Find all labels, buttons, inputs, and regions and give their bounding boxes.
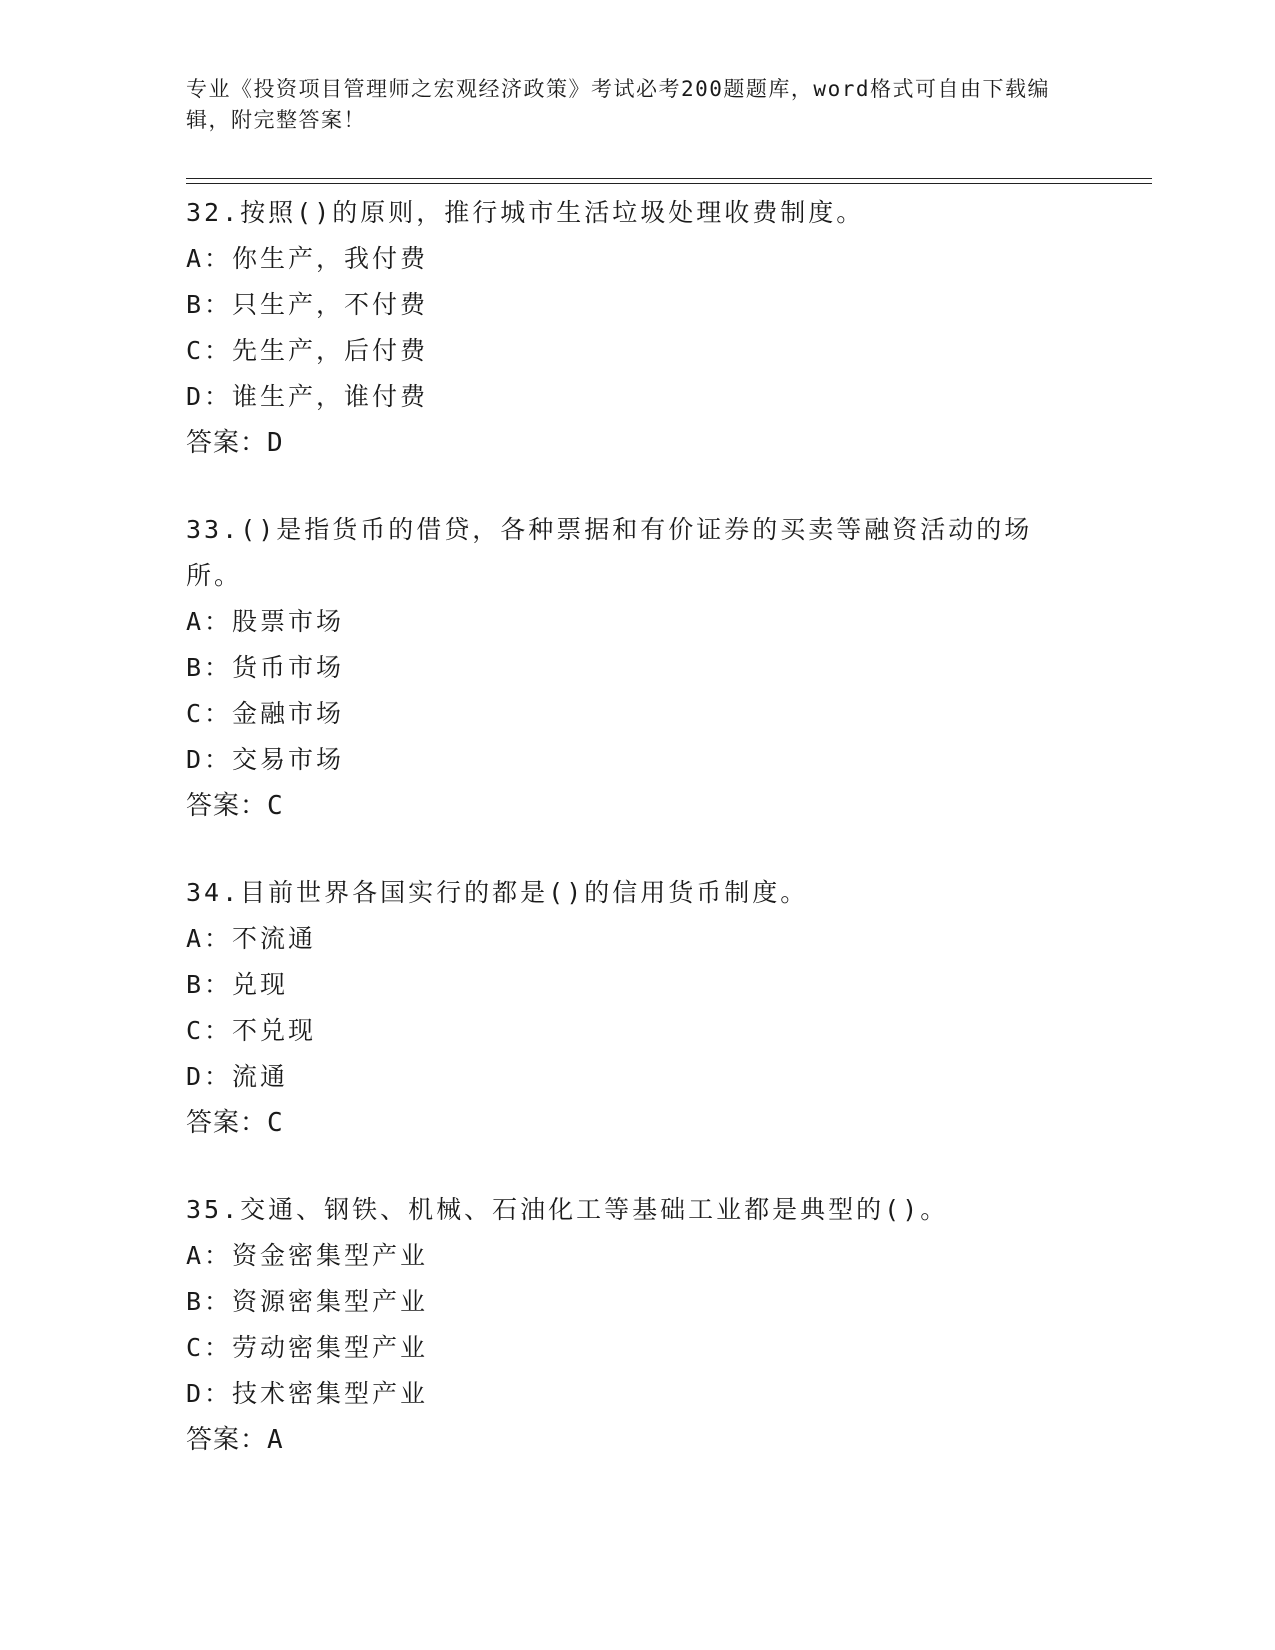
- answer-value: C: [267, 1108, 285, 1138]
- question-stem: 32.按照()的原则，推行城市生活垃圾处理收费制度。: [186, 198, 865, 227]
- question-35: [186, 1187, 1086, 1463]
- answer-label: 答案：: [186, 1108, 268, 1138]
- option-b: B：货币市场: [186, 653, 345, 682]
- option-c: C：不兑现: [186, 1016, 317, 1045]
- document-header: [186, 74, 1066, 136]
- option-d: D：技术密集型产业: [186, 1379, 429, 1408]
- option-a: A：股票市场: [186, 607, 345, 636]
- answer-label: 答案：: [186, 1425, 268, 1455]
- option-a: A：资金密集型产业: [186, 1241, 429, 1270]
- option-c: C：劳动密集型产业: [186, 1333, 429, 1362]
- answer-value: D: [267, 428, 285, 458]
- answer-value: A: [267, 1425, 285, 1455]
- option-b: B：资源密集型产业: [186, 1287, 429, 1316]
- answer-value: C: [267, 791, 285, 821]
- option-a: A：你生产，我付费: [186, 244, 429, 273]
- answer-line: [186, 1100, 1086, 1146]
- option-a: A：不流通: [186, 924, 317, 953]
- option-c: C：先生产，后付费: [186, 336, 429, 365]
- answer-label: 答案：: [186, 428, 268, 458]
- answer-label: 答案：: [186, 791, 268, 821]
- option-d: D：流通: [186, 1062, 289, 1091]
- question-stem: 33.()是指货币的借贷，各种票据和有价证券的买卖等融资活动的场所。: [186, 515, 1033, 590]
- question-list: [186, 190, 1086, 1504]
- header-intro-text: 专业《投资项目管理师之宏观经济政策》考试必考200题题库，word格式可自由下载编辑，附完整答案！: [186, 77, 1050, 132]
- option-b: B：只生产，不付费: [186, 290, 429, 319]
- option-d: D：谁生产，谁付费: [186, 382, 429, 411]
- header-divider-top: [186, 178, 1152, 179]
- option-d: D：交易市场: [186, 745, 345, 774]
- answer-line: [186, 420, 1086, 466]
- question-32: [186, 190, 1086, 466]
- option-c: C：金融市场: [186, 699, 345, 728]
- question-34: [186, 870, 1086, 1146]
- option-b: B：兑现: [186, 970, 289, 999]
- question-33: [186, 507, 1086, 829]
- question-stem: 34.目前世界各国实行的都是()的信用货币制度。: [186, 878, 809, 907]
- answer-line: [186, 1417, 1086, 1463]
- answer-line: [186, 783, 1086, 829]
- question-stem: 35.交通、钢铁、机械、石油化工等基础工业都是典型的()。: [186, 1195, 949, 1224]
- header-divider-bottom: [186, 183, 1152, 184]
